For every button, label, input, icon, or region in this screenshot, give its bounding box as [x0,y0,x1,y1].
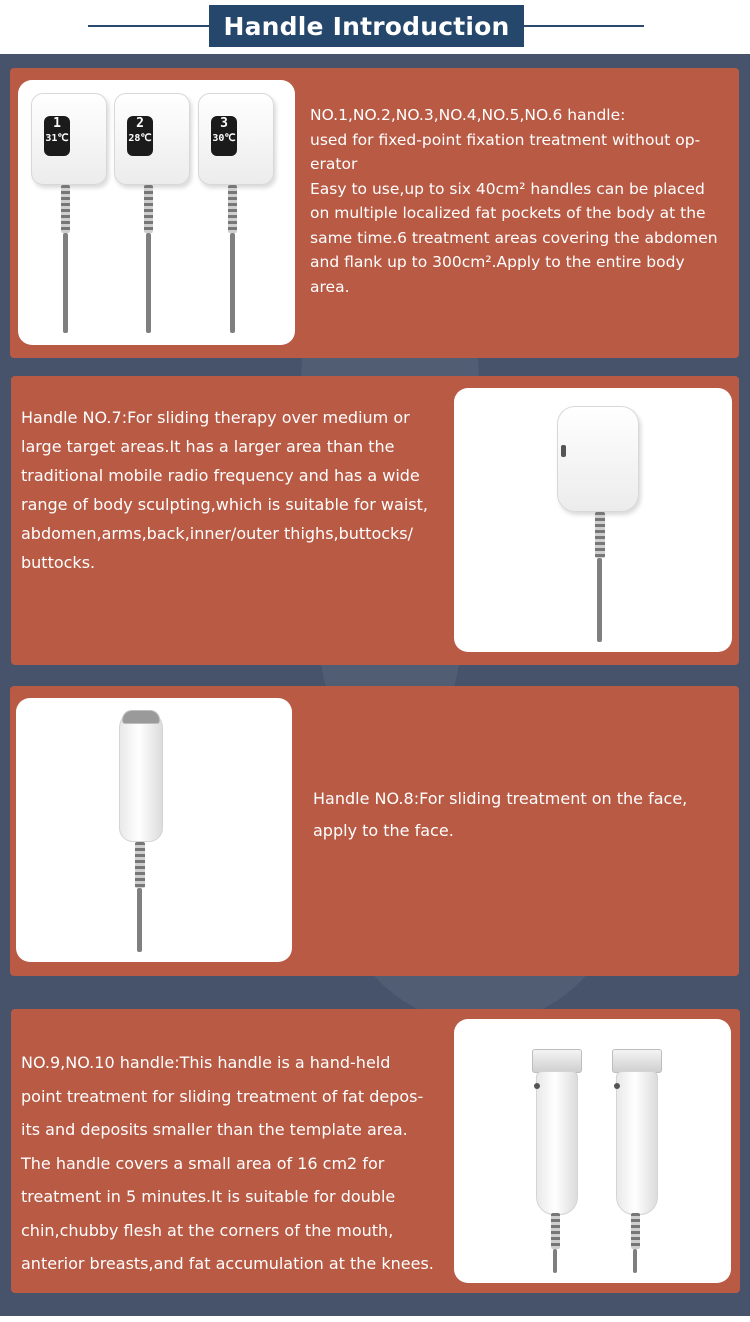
description-line: NO.9,NO.10 handle:This handle is a hand-held [21,1053,391,1072]
handle-cable [137,888,142,952]
description-line: on multiple localized fat pockets of the body at the [310,204,706,222]
description-line: Handle NO.8:For sliding treatment on the face, [313,789,688,808]
card-handle-7 [11,376,739,665]
handles-1-6-photo [18,80,295,345]
card-handle-8 [10,686,739,976]
description-line: chin,chubby flesh at the corners of the mouth, [21,1220,394,1240]
description-line: area. [310,277,350,296]
handle-cable [230,233,235,333]
handles-9-10-photo [454,1019,731,1283]
handle-cable [597,558,602,642]
handle-neck [551,1213,560,1249]
handles-1-6-description [310,103,736,299]
handle-neck [631,1213,640,1249]
indicator-light [614,1083,620,1089]
description-line: its and deposits smaller than the template area. [21,1120,408,1139]
handle-display: 3 30℃ [211,116,237,156]
handle-neck [144,185,153,233]
handle-device [119,710,163,842]
handle-neck [595,512,605,558]
description-line: large target areas.It has a larger area than the [21,437,395,456]
description-line: anterior breasts,and fat accumulation at the knees. [21,1254,434,1273]
page-footer-strip [0,1316,750,1322]
description-line: range of body sculpting,which is suitable for waist, [21,495,428,514]
description-line: erator [310,155,358,173]
description-line: buttocks. [21,553,96,572]
description-line: The handle covers a small area of 16 cm2 for [21,1153,385,1173]
handle-7-photo [454,388,732,652]
handle-device [114,93,190,185]
handle-7-description [21,403,451,577]
description-line: treatment in 5 minutes.It is suitable for double [21,1187,396,1206]
card-handles-1-6 [10,68,739,358]
description-line: abdomen,arms,back,inner/outer thighs,buttocks/ [21,524,414,543]
description-line: Handle NO.7:For sliding therapy over medium or [21,408,410,427]
handle-8-photo [16,698,292,962]
description-line: point treatment for sliding treatment of fat depos- [21,1086,424,1106]
handle-cable [633,1249,637,1273]
page-title: Handle Introduction [209,5,524,47]
handle-display: 1 31℃ [44,116,70,156]
header-rule-left [88,25,210,27]
handle-device [198,93,274,185]
handle-neck [61,185,70,233]
handle-cable [553,1249,557,1273]
handle-cable [146,233,151,333]
card-handles-9-10 [11,1009,740,1293]
description-line: and flank up to 300cm².Apply to the entire body [310,253,685,271]
description-line: Easy to use,up to six 40cm² handles can be placed [310,179,705,198]
header-rule-right [524,25,644,27]
handle-cable [63,233,68,333]
handle-8-description [313,783,733,847]
handle-tip [122,710,160,724]
indicator-light [534,1083,540,1089]
description-line: used for fixed-point fixation treatment without op- [310,130,701,149]
handle-device [31,93,107,185]
handle-tip [612,1049,662,1073]
handles-9-10-description [21,1046,453,1281]
handle-device [536,1071,578,1215]
handle-device [557,406,639,512]
handle-display: 2 28℃ [127,116,153,156]
indicator-light [561,445,566,457]
description-line: traditional mobile radio frequency and has a wide [21,466,420,485]
handle-device [616,1071,658,1215]
handle-neck [135,842,145,888]
handle-neck [228,185,237,233]
handle-tip [532,1049,582,1073]
page-header [0,0,750,54]
description-line: apply to the face. [313,821,454,840]
description-line: same time.6 treatment areas covering the abdomen [310,228,718,247]
description-line: NO.1,NO.2,NO.3,NO.4,NO.5,NO.6 handle: [310,106,626,124]
